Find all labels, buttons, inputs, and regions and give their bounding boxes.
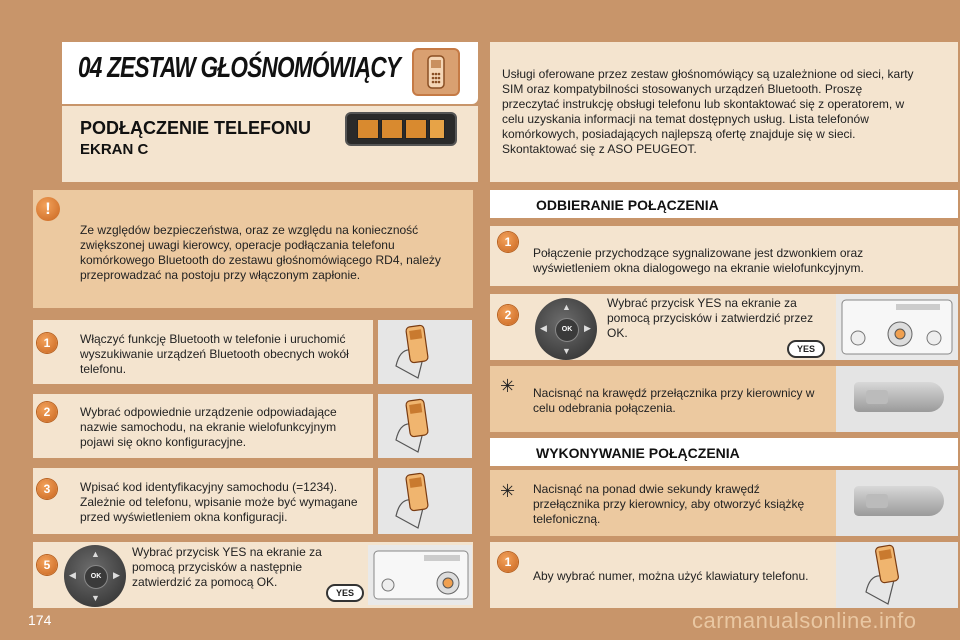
step-text: Wybrać przycisk YES na ekranie za pomocą przycisków i zatwierdzić przez OK. — [607, 296, 814, 340]
step-text: Nacisnąć na ponad dwie sekundy krawędź przełącznika przy kierownicy, aby otworzyć książkę telefoniczną. — [533, 482, 805, 526]
navigation-pad-icon: OK ▲ ▼ ◀ ▶ — [64, 545, 126, 607]
steering-stalk-illustration — [836, 470, 958, 536]
phone-illustration — [378, 394, 472, 458]
warning-icon: ! — [36, 197, 60, 221]
section-subtitle: EKRAN C — [80, 141, 149, 158]
step-text: Wpisać kod identyfikacyjny samochodu (=1234). Zależnie od telefonu, wpisanie może być wymagane przed wyświetleniem okna konfiguracji. — [80, 480, 358, 524]
answer-section-title: ODBIERANIE POŁĄCZENIA — [536, 197, 719, 213]
phone-icon — [412, 48, 460, 96]
step-number: 3 — [37, 479, 57, 499]
step-number: 5 — [37, 555, 57, 575]
step-number: 1 — [498, 232, 518, 252]
light-icon: ✳ — [500, 481, 516, 501]
step-text: Wybrać przycisk YES na ekranie za pomocą przycisków a następnie zatwierdzić za pomocą OK. — [132, 545, 322, 589]
page-number: 174 — [28, 612, 52, 628]
step-text: Połączenie przychodzące sygnalizowane jest dzwonkiem oraz wyświetleniem okna dialogowego na ekranie wielofunkcyjnym. — [533, 246, 864, 275]
step-text: Aby wybrać numer, można użyć klawiatury telefonu. — [533, 569, 809, 583]
chapter-title: 04 ZESTAW GŁOŚNOMÓWIĄCY — [78, 52, 401, 84]
step-text: Nacisnąć na krawędź przełącznika przy kierownicy w celu odebrania połączenia. — [533, 386, 815, 415]
yes-label: YES — [787, 340, 825, 358]
phone-illustration — [836, 542, 958, 608]
step-number: 2 — [498, 305, 518, 325]
radio-illustration — [368, 545, 472, 605]
section-title: PODŁĄCZENIE TELEFONU — [80, 118, 312, 138]
step-text: Włączyć funkcję Bluetooth w telefonie i uruchomić wyszukiwanie urządzeń Bluetooth obecnych wokół telefonu. — [80, 332, 349, 376]
step-number: 1 — [37, 333, 57, 353]
radio-illustration — [836, 294, 958, 360]
screen-icon — [345, 112, 457, 146]
step-number: 2 — [37, 402, 57, 422]
yes-label: YES — [326, 584, 364, 602]
step-number: 1 — [498, 552, 518, 572]
light-icon: ✳ — [500, 376, 516, 396]
watermark: carmanualsonline.info — [692, 608, 917, 633]
phone-illustration — [378, 320, 472, 384]
step-text: Wybrać odpowiednie urządzenie odpowiadające nazwie samochodu, na ekranie wielofunkcyjnym pojawi się okno konfiguracyjne. — [80, 405, 337, 449]
steering-stalk-illustration — [836, 366, 958, 432]
phone-illustration — [378, 468, 472, 534]
warning-text: Ze względów bezpieczeństwa, oraz ze względu na konieczność zwiększonej uwagi kierowcy, operacje podłączania telefonu komórkowego Bluetooth do zestawu głośnomówiącego RD4, należy przeprowadzać na postoju przy włączonym zapłonie. — [80, 223, 441, 282]
intro-text: Usługi oferowane przez zestaw głośnomówiący są uzależnione od sieci, karty SIM oraz kompatybilności stosowanych urządzeń Bluetooth. Proszę przeczytać instrukcję obsługi telefonu lub skontaktować się z operatorem, w celu uzyskania informacji na temat dostępnych usług. Lista telefonów komórkowych, posiadających najlepszą ofertę znajduje się w sieci. Skontaktować się z ASO PEUGEOT. — [502, 67, 914, 156]
call-section-title: WYKONYWANIE POŁĄCZENIA — [536, 445, 740, 461]
navigation-pad-icon: OK ▲ ▼ ◀ ▶ — [535, 298, 597, 360]
